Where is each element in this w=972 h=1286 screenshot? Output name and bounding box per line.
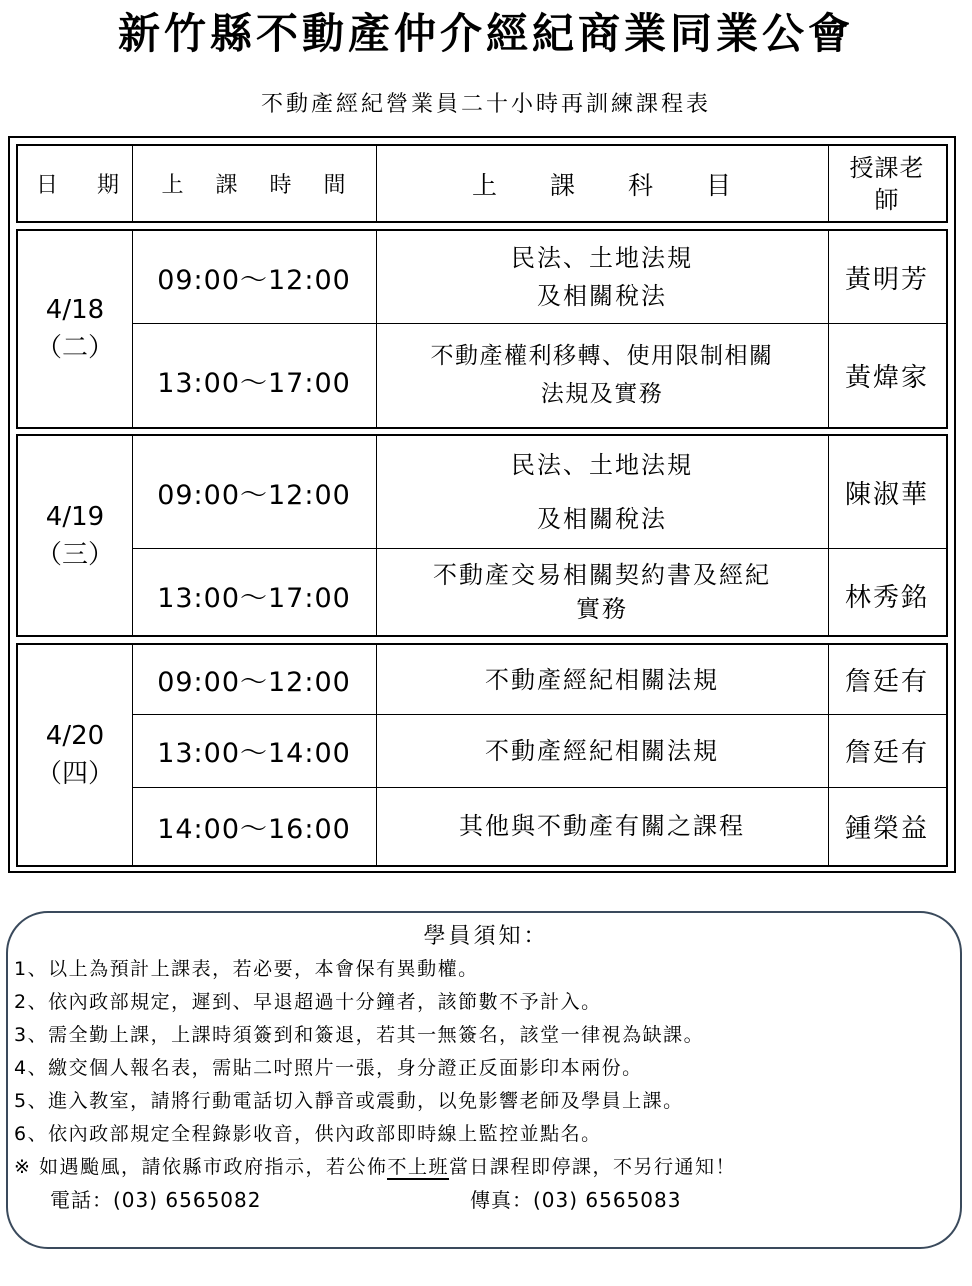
teacher-cell: 詹廷有 [844, 667, 929, 697]
table-header [16, 144, 948, 223]
header-teacher: 授課老 師 [849, 153, 925, 214]
date-cell: 4/18 （二） [35, 295, 114, 363]
time-cell: 13:00～17:00 [157, 583, 351, 614]
subject-cell: 不動產權利移轉、使用限制相關 法規及實務 [430, 343, 774, 407]
date-cell: 4/19 （三） [35, 501, 114, 570]
time-cell: 13:00～17:00 [157, 367, 351, 399]
time-cell: 09:00～12:00 [157, 667, 351, 698]
header-time: 上 課 時 間 [161, 173, 347, 198]
subject-cell: 其他與不動產有關之課程 [459, 812, 745, 840]
subject-cell: 不動產經紀相關法規 [485, 736, 719, 765]
page-title: 新竹縣不動產仲介經紀商業同業公會 [117, 9, 854, 58]
time-cell: 09:00～12:00 [157, 264, 351, 296]
header-subject: 上 課 科 目 [471, 170, 732, 200]
day-block-3 [16, 643, 948, 867]
day-block-1 [16, 229, 948, 429]
notice-item: 4、繳交個人報名表，需貼二吋照片一張，身分證正反面影印本兩份。 [14, 1057, 643, 1079]
teacher-cell: 黃明芳 [844, 264, 929, 295]
teacher-cell: 詹廷有 [844, 738, 929, 768]
phone-number: 電話：(03) 6565082 [50, 1188, 262, 1212]
teacher-cell: 陳淑華 [844, 479, 929, 510]
notice-item: 5、進入教室，請將行動電話切入靜音或震動，以免影響老師及學員上課。 [14, 1090, 684, 1112]
notice-item: 3、需全勤上課，上課時須簽到和簽退，若其一無簽名，該堂一律視為缺課。 [14, 1024, 705, 1046]
notice-title: 學員須知： [423, 924, 549, 949]
subject-cell: 民法、土地法規 及相關稅法 [511, 244, 693, 310]
notice-item: 1、以上為預計上課表，若必要，本會保有異動權。 [14, 958, 479, 980]
typhoon-notice: ※ 如遇颱風，請依縣市政府指示，若公佈不上班當日課程即停課，不另行通知！ [14, 1156, 736, 1178]
subject-cell: 不動產交易相關契約書及經紀 實務 [433, 560, 771, 623]
underlined-text: 不上班 [387, 1156, 449, 1178]
page-subtitle: 不動產經紀營業員二十小時再訓練課程表 [260, 92, 711, 117]
notice-item: 2、依內政部規定，遲到、早退超過十分鐘者，該節數不予計入。 [14, 991, 602, 1013]
teacher-cell: 黃煒家 [844, 362, 929, 393]
day-block-2 [16, 434, 948, 637]
header-date: 日 期 [36, 173, 120, 198]
time-cell: 09:00～12:00 [157, 479, 351, 511]
time-cell: 14:00～16:00 [157, 813, 351, 845]
notice-item: 6、依內政部規定全程錄影收音，供內政部即時線上監控並點名。 [14, 1123, 602, 1145]
date-cell: 4/20 （四） [35, 721, 114, 789]
subject-cell: 民法、土地法規 及相關稅法 [511, 451, 693, 533]
fax-number: 傳真：(03) 6565083 [470, 1188, 682, 1212]
teacher-cell: 鍾榮益 [844, 813, 929, 844]
subject-cell: 不動產經紀相關法規 [485, 665, 719, 694]
time-cell: 13:00～14:00 [157, 738, 351, 769]
teacher-cell: 林秀銘 [844, 583, 929, 613]
